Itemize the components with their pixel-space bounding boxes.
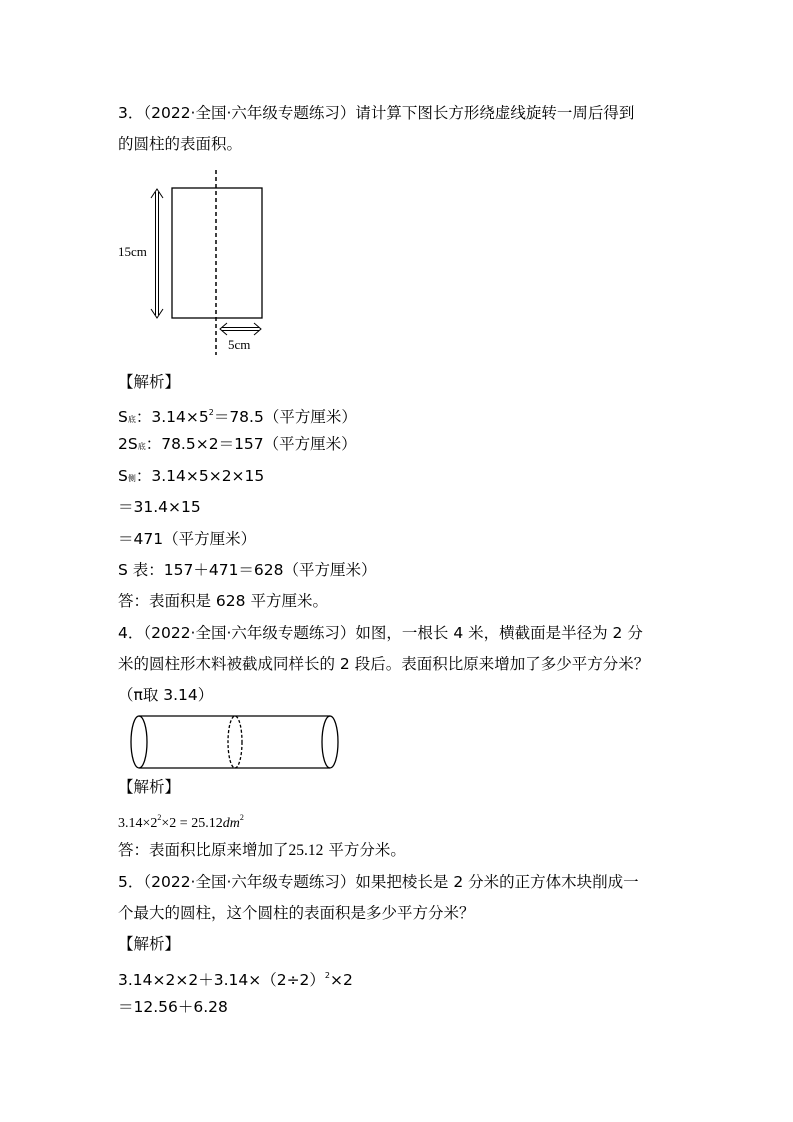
formula: $3.14\times 2^2\times 2 = 25.12dm^2$	[118, 813, 244, 831]
q5-text: 个最大的圆柱，这个圆柱的表面积是多少平方分米？	[118, 904, 475, 922]
solution-line: $3.14\times 2\times 2+3.14\times(2\div 2)^2\times 2$	[118, 971, 353, 989]
cylinder-figure	[125, 712, 345, 774]
q4-text: （π取 3.14）	[118, 686, 214, 704]
q3-text: 的圆柱的表面积。	[118, 135, 243, 153]
solution-line: ＝471（平方厘米）	[118, 530, 257, 548]
height-label: 15cm	[118, 244, 147, 259]
analysis-heading: 【解析】	[118, 778, 181, 796]
answer: 答：表面积是 628 平方厘米。	[118, 592, 328, 610]
solution-line: S侧：3.14×5×2×15	[118, 467, 265, 485]
analysis-heading: 【解析】	[118, 373, 181, 391]
solution-line: ＝31.4×15	[118, 498, 201, 516]
analysis-heading: 【解析】	[118, 935, 181, 953]
solution-line: 2S底：78.5×2＝157（平方厘米）	[118, 435, 357, 453]
rectangle-rotation-figure	[110, 165, 280, 360]
answer: 答：表面积比原来增加了25.12 平方分米。	[118, 841, 406, 859]
q4-text: 4．（2022·全国·六年级专题练习）如图，一根长 4 米，横截面是半径为 2 分	[118, 624, 643, 642]
solution-line: ＝12.56＋6.28	[118, 998, 228, 1016]
q5-text: 5．（2022·全国·六年级专题练习）如果把棱长是 2 分米的正方体木块削成一	[118, 873, 639, 891]
q4-text: 米的圆柱形木料被截成同样长的 2 段后。表面积比原来增加了多少平方分米？	[118, 655, 650, 673]
width-label: 5cm	[228, 337, 251, 352]
q3-text: 3．（2022·全国·六年级专题练习）请计算下图长方形绕虚线旋转一周后得到	[118, 104, 635, 122]
solution-line: S 表：157＋471＝628（平方厘米）	[118, 561, 377, 579]
solution-line: S底：$3.14\times 5^2=78.5$（平方厘米）	[118, 408, 357, 426]
